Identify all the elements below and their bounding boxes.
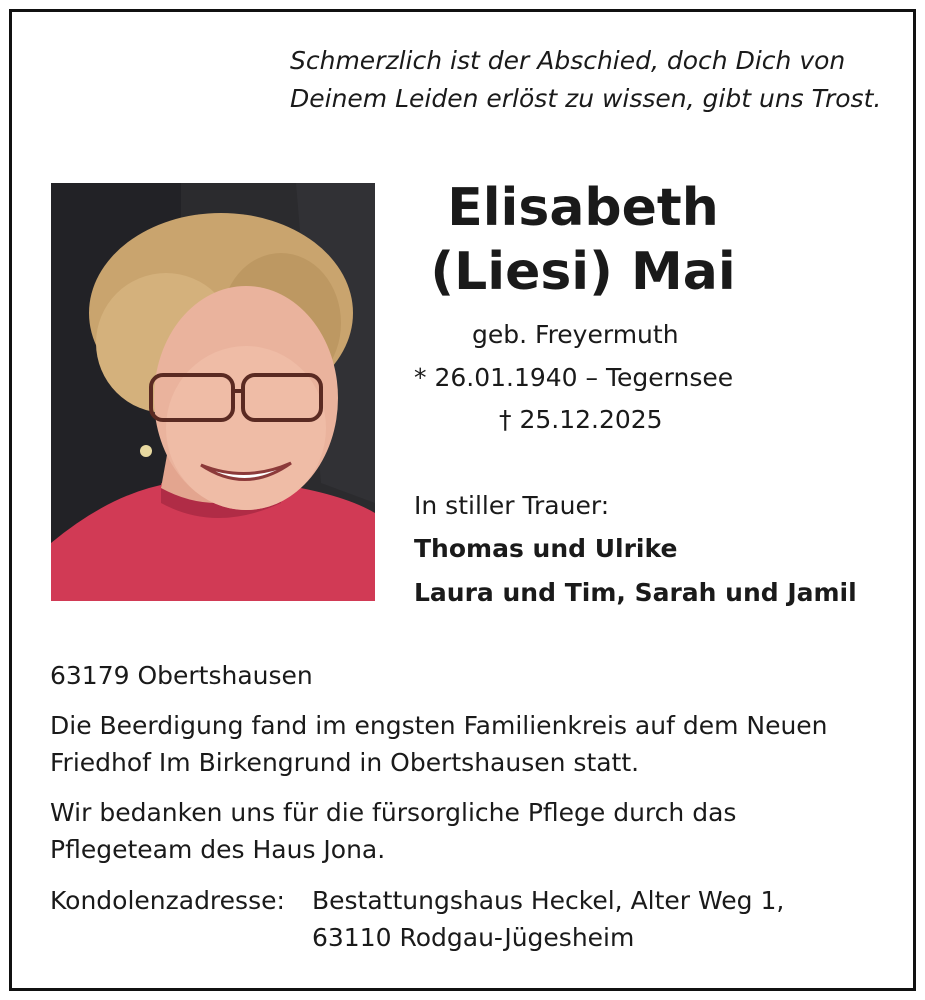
- condolence-label: Kondolenzadresse:: [50, 886, 285, 915]
- burial-line-2: Friedhof Im Birkengrund in Obertshausen statt.: [50, 748, 640, 777]
- death-date: † 25.12.2025: [499, 405, 663, 434]
- birth-date: * 26.01.1940 – Tegernsee: [414, 363, 734, 392]
- condolence-address: [312, 882, 784, 956]
- condolence-address-line-2: 63110 Rodgau-Jügesheim: [312, 923, 635, 952]
- quote: [290, 42, 881, 118]
- burial-line-1: Die Beerdigung fand im engsten Familienkreis auf dem Neuen: [50, 711, 828, 740]
- first-name: Elisabeth: [447, 178, 719, 238]
- deceased-name: [373, 176, 793, 304]
- thanks-line-2: Pflegeteam des Haus Jona.: [50, 835, 386, 864]
- burial-text: [50, 707, 828, 781]
- thanks-text: [50, 794, 736, 868]
- quote-line-1: Schmerzlich ist der Abschied, doch Dich von: [290, 46, 846, 75]
- portrait-photo: [51, 183, 375, 601]
- quote-line-2: Deinem Leiden erlöst zu wissen, gibt uns Trost.: [290, 84, 882, 113]
- nickname-surname: (Liesi) Mai: [430, 242, 736, 302]
- mourners-line-2: Laura und Tim, Sarah und Jamil: [414, 578, 857, 607]
- location: 63179 Obertshausen: [50, 661, 313, 690]
- mourners-intro: In stiller Trauer:: [414, 491, 610, 520]
- thanks-line-1: Wir bedanken uns für die fürsorgliche Pflege durch das: [50, 798, 737, 827]
- condolence-address-line-1: Bestattungshaus Heckel, Alter Weg 1,: [312, 886, 785, 915]
- maiden-name: geb. Freyermuth: [472, 320, 679, 349]
- mourners-line-1: Thomas und Ulrike: [414, 534, 678, 563]
